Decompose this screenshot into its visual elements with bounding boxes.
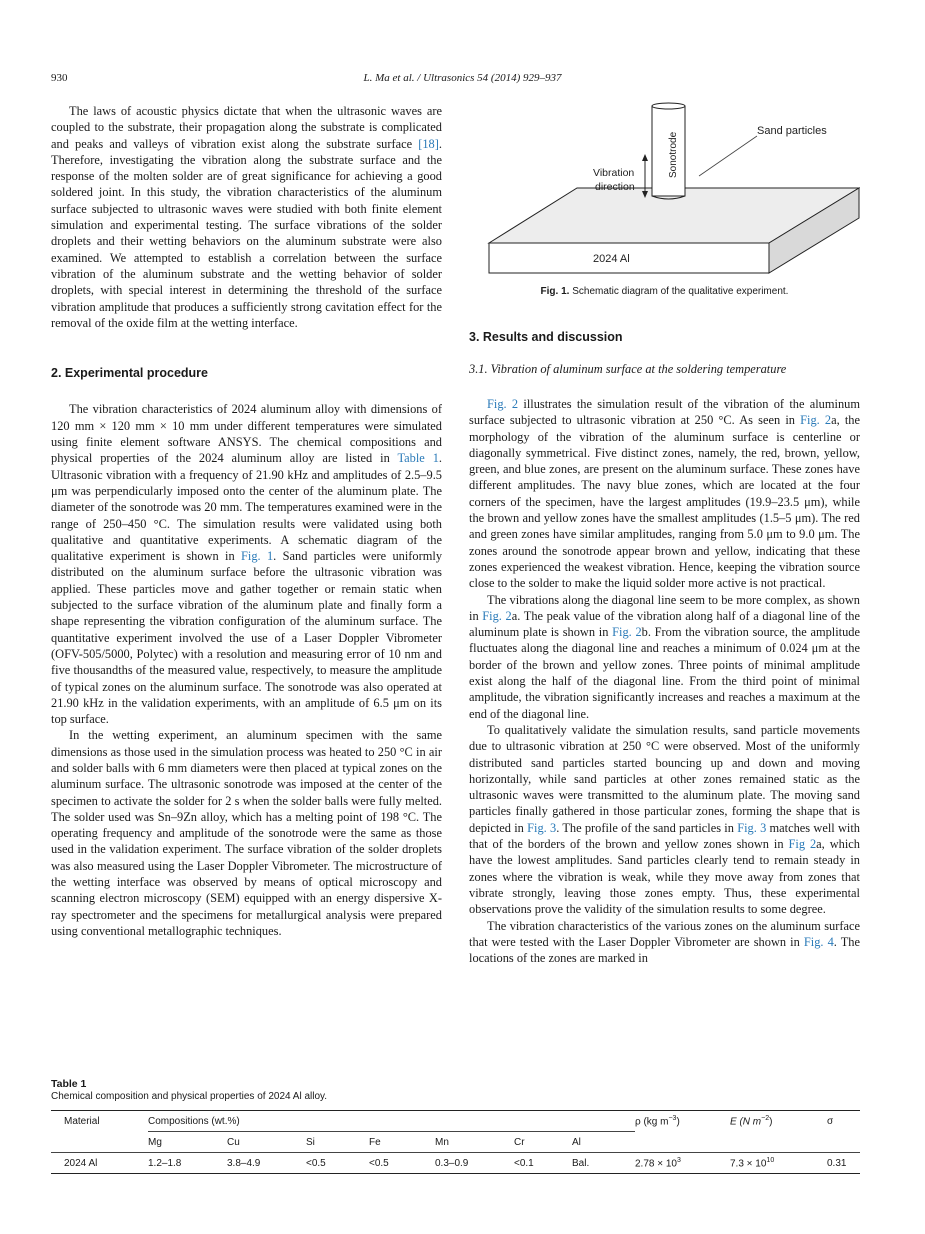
header-element: Al — [572, 1132, 635, 1153]
section-2-paragraph-2: In the wetting experiment, an aluminum specimen with the same dimensions as those used in the simulation process was heated to 250 °C in air and solder balls with 6 mm diameters were then placed at typical zones on the aluminum surface. The ultrasonic sonotrode was imposed at the center of the specimen to activate the solder for 2 s when the solder balls were fully melted. The solder used was Sn–9Zn alloy, which has a melting point of 198 °C. The operating frequency and amplitude of the sonotrode were the same as those used in the validation experiment. The surface vibration of the solder droplets was also measured using the Laser Doppler Vibrometer. The microstructure of the wetting interface was observed by means of optical microscopy and scanning electron microscopy (SEM) equipped with an energy dispersive X-ray spectrometer and the specimens for metallurgical analysis were prepared using conventional metallographic techniques. — [51, 728, 442, 938]
text-span: The vibration characteristics of 2024 aluminum alloy with dimensions of 120 mm × 120 mm × 10 mm under different temperatures were simulated using finite element software ANSYS. The chemical compositions and physical properties of the 2024 aluminum alloy are listed in — [51, 402, 442, 466]
header-empty — [635, 1132, 730, 1153]
table-row — [51, 1153, 860, 1174]
left-column — [51, 103, 442, 939]
text-span: b. From the vibration source, the amplitude fluctuates along the diagonal line and reaches a minimum of 0.024 μm at the border of the brown and yellow zones. Three points of minimal amplitude exist along the half of the diagonal line. From the third point of minimal amplitude, the vibration significantly increases and reaches a maximum at the end of the diagonal line. — [469, 625, 860, 721]
table-1 — [51, 1110, 860, 1174]
results-paragraph-3 — [469, 722, 860, 918]
text-span: ρ (kg m — [635, 1116, 669, 1128]
text-span: To qualitatively validate the simulation results, sand particle movements due to ultrasonic vibration at 250 °C were observed. Most of the uniformly distributed sand particles started bouncing up and down and moving horizontally, while sand particles at other zones remained static as the ultrasonic waves were transmitted to the aluminum plate. The moving sand particles finally gathered in those particular zones, forming the shape that is depicted in — [469, 722, 860, 835]
header-density: ρ (kg $m^{-3}$) — [635, 1111, 730, 1132]
vibration-label-2: direction — [595, 181, 635, 193]
sand-particles-label: Sand particles — [757, 125, 827, 137]
plate-label: 2024 Al — [593, 253, 630, 265]
fig-1-link[interactable]: Fig. 1 — [241, 549, 274, 564]
table-1-label: Table 1 — [51, 1078, 87, 1090]
header-element: Si — [306, 1132, 369, 1153]
table-1-caption: Chemical composition and physical properties of 2024 Al alloy. — [51, 1091, 328, 1102]
text-span: a. The peak value of the vibration along half of a diagonal line of the aluminum plate is shown in — [469, 608, 860, 640]
fig-2-link[interactable]: Fig. 2 — [482, 608, 512, 623]
text-span: The vibrations along the diagonal line seem to be more complex, as shown in — [469, 592, 860, 623]
table-header-row-2 — [51, 1132, 860, 1153]
text-span: 2.78 × 10 — [635, 1158, 677, 1170]
header-empty — [827, 1132, 860, 1153]
fig-3-link[interactable]: Fig. 3 — [527, 820, 557, 835]
figure-1-diagram — [469, 100, 860, 280]
cell-modulus — [730, 1153, 827, 1174]
section-2-heading: 2. Experimental procedure — [51, 366, 209, 381]
sand-leader-line — [699, 136, 757, 176]
arrow-head-up — [642, 154, 648, 161]
section-3-heading: 3. Results and discussion — [469, 330, 623, 344]
text-span: . The locations of the zones are marked in — [469, 934, 860, 966]
fig-2-link[interactable]: Fig. 2 — [800, 413, 832, 428]
header-material: Material — [51, 1111, 148, 1132]
cell-value: 3.8–4.9 — [227, 1153, 306, 1174]
caption-text: Schematic diagram of the qualitative experiment. — [572, 286, 789, 297]
header-element: Mg — [148, 1132, 227, 1153]
header-element: Cr — [514, 1132, 572, 1153]
cell-value: 1.2–1.8 — [148, 1153, 227, 1174]
sonotrode-label: Sonotrode — [668, 131, 679, 178]
cell-density — [635, 1153, 730, 1174]
fig-2-link[interactable]: Fig 2 — [788, 837, 817, 852]
fig-3-link[interactable]: Fig. 3 — [737, 820, 767, 835]
results-paragraph-4 — [469, 918, 860, 967]
header-empty — [51, 1132, 148, 1153]
header-sigma: σ — [827, 1111, 860, 1132]
text-span: 3 — [676, 1156, 681, 1164]
text-span: The laws of acoustic physics dictate that when the ultrasonic waves are coupled to the substrate, their propagation along the substrate is complicated and peaks and valleys of vibration exist along the substrate surface — [51, 104, 442, 151]
results-paragraph-1 — [469, 396, 860, 592]
text-span: The vibration characteristics of the various zones on the aluminum surface that were tested with the Laser Doppler Vibrometer are shown in — [469, 918, 860, 949]
figure-1-caption — [469, 286, 860, 297]
text-span: . Sand particles were uniformly distributed on the aluminum surface before the ultrasonic vibration was applied. These particles move and gather together or remain static when subjected to the surface vibration of the aluminum plate and finally form a shape representing the vibration configuration of the aluminum surface. The quantitative experiment involved the use of a Laser Doppler Vibrometer (OFV-505/5000, Polytec) with a resolution and measuring error of 10 nm and five thousandths of the measured value, respectively, to measure the amplitude of typical zones on the aluminum surface. The sonotrode was also operated at 21.90 kHz in the validation experiments, with an amplitude of 6.5 μm on its top surface. — [51, 549, 443, 727]
subsection-3-1-heading: 3.1. Vibration of aluminum surface at the soldering temperature — [469, 362, 787, 376]
header-element: Fe — [369, 1132, 435, 1153]
running-head: L. Ma et al. / Ultrasonics 54 (2014) 929–937 — [363, 72, 562, 84]
text-span: 10 — [766, 1156, 775, 1164]
right-column — [469, 396, 860, 966]
cell-value: <0.5 — [369, 1153, 435, 1174]
cell-material: 2024 Al — [51, 1153, 148, 1174]
text-span: E (N m — [730, 1116, 762, 1128]
ref-18-link[interactable]: [18] — [418, 136, 439, 151]
caption-label: Fig. 1. — [540, 286, 570, 297]
text-span: . The profile of the sand particles in — [556, 820, 738, 835]
cell-sigma: 0.31 — [827, 1153, 860, 1174]
text-span: a, the morphology of the vibration of the aluminum surface is centerline or diagonally symmetrical. Five distinct zones, namely, the red, brown, yellow, green, and blue zones, are present on the aluminum surface. These zones have different amplitudes. The navy blue zones, which are located at the four corners of the specimen, have the largest amplitudes (19.9–23.5 μm), while the brown and yellow zones have the smallest amplitudes (1.5–5 μm). The red and green zones have similar amplitudes, ranging from 5.0 μm to 9.0 μm. The zones around the sonotrode appear brown and yellow, indicating that these zones experienced the weakest vibration. Hence, keeping the vibration source close to the solder to make the liquid solder more active is not practical. — [469, 413, 861, 591]
cell-value: <0.5 — [306, 1153, 369, 1174]
text-span: illustrates the simulation result of the vibration of the aluminum surface subjected to ultrasonic vibration at 250 °C. As seen in — [469, 397, 860, 428]
header-modulus: E (N $m^{-2}$) — [730, 1111, 827, 1132]
table-header-row-1 — [51, 1111, 860, 1132]
text-span: . Therefore, investigating the vibration along the substrate surface and the response of the molten solder are of great significance for achieving a good soldered joint. In this study, the vibration characteristics of the aluminum surface subjected to ultrasonic waves were studied with both finite element simulation and experimental testing. The surface vibrations of the solder droplets and their wetting behaviors on the aluminum substrate were also examined. We attempted to establish a correlation between the surface vibration of the aluminum substrate and the wetting behavior of solder droplets, with special interest in determining the threshold of the surface vibration amplitude that produces a sufficiently strong cavitation effect for the removal of the oxide film at the wetting interface. — [51, 136, 442, 330]
header-element: Cu — [227, 1132, 306, 1153]
table-1-block — [51, 1078, 860, 1174]
header-empty — [730, 1132, 827, 1153]
text-span: −2 — [761, 1115, 770, 1123]
vibration-label-1: Vibration — [593, 167, 635, 179]
text-span: . Ultrasonic vibration with a frequency of 21.90 kHz and amplitudes of 2.5–9.5 μm was perpendicularly imposed onto the center of the aluminum plate. The diameter of the sonotrode was 20 mm. The temperatures examined were in the range of 250–450 °C. The simulation results were validated using both qualitative and quantitative experiments. A schematic diagram of the qualitative experiment is shown in — [51, 451, 442, 564]
sonotrode-top — [652, 103, 685, 109]
text-span: −3 — [668, 1115, 677, 1123]
header-element: Mn — [435, 1132, 514, 1153]
table-1-link[interactable]: Table 1 — [397, 451, 439, 466]
cell-value: 0.3–0.9 — [435, 1153, 514, 1174]
text-span: matches well with that of the borders of the brown and yellow zones shown in — [469, 820, 860, 852]
intro-paragraph — [51, 103, 442, 331]
cell-value: Bal. — [572, 1153, 635, 1174]
header-compositions: Compositions (wt.%) — [148, 1111, 635, 1132]
section-2-paragraph-1 — [51, 401, 442, 727]
text-span: a, which have the lowest amplitudes. Sand particles clearly tend to remain steady in zones where the vibration is weak, while they move away from zones that vibrate strongly, leaving those zones empty. Thus, these experimental observations prove the validity of the simulation results to some degree. — [469, 837, 860, 917]
fig-2-link[interactable]: Fig. 2 — [487, 397, 519, 411]
fig-4-link[interactable]: Fig. 4 — [803, 934, 834, 949]
page-number: 930 — [51, 72, 68, 84]
cell-value: <0.1 — [514, 1153, 572, 1174]
results-paragraph-2 — [469, 592, 860, 722]
fig-2-link[interactable]: Fig. 2 — [612, 625, 642, 640]
text-span: 7.3 × 10 — [730, 1158, 767, 1170]
